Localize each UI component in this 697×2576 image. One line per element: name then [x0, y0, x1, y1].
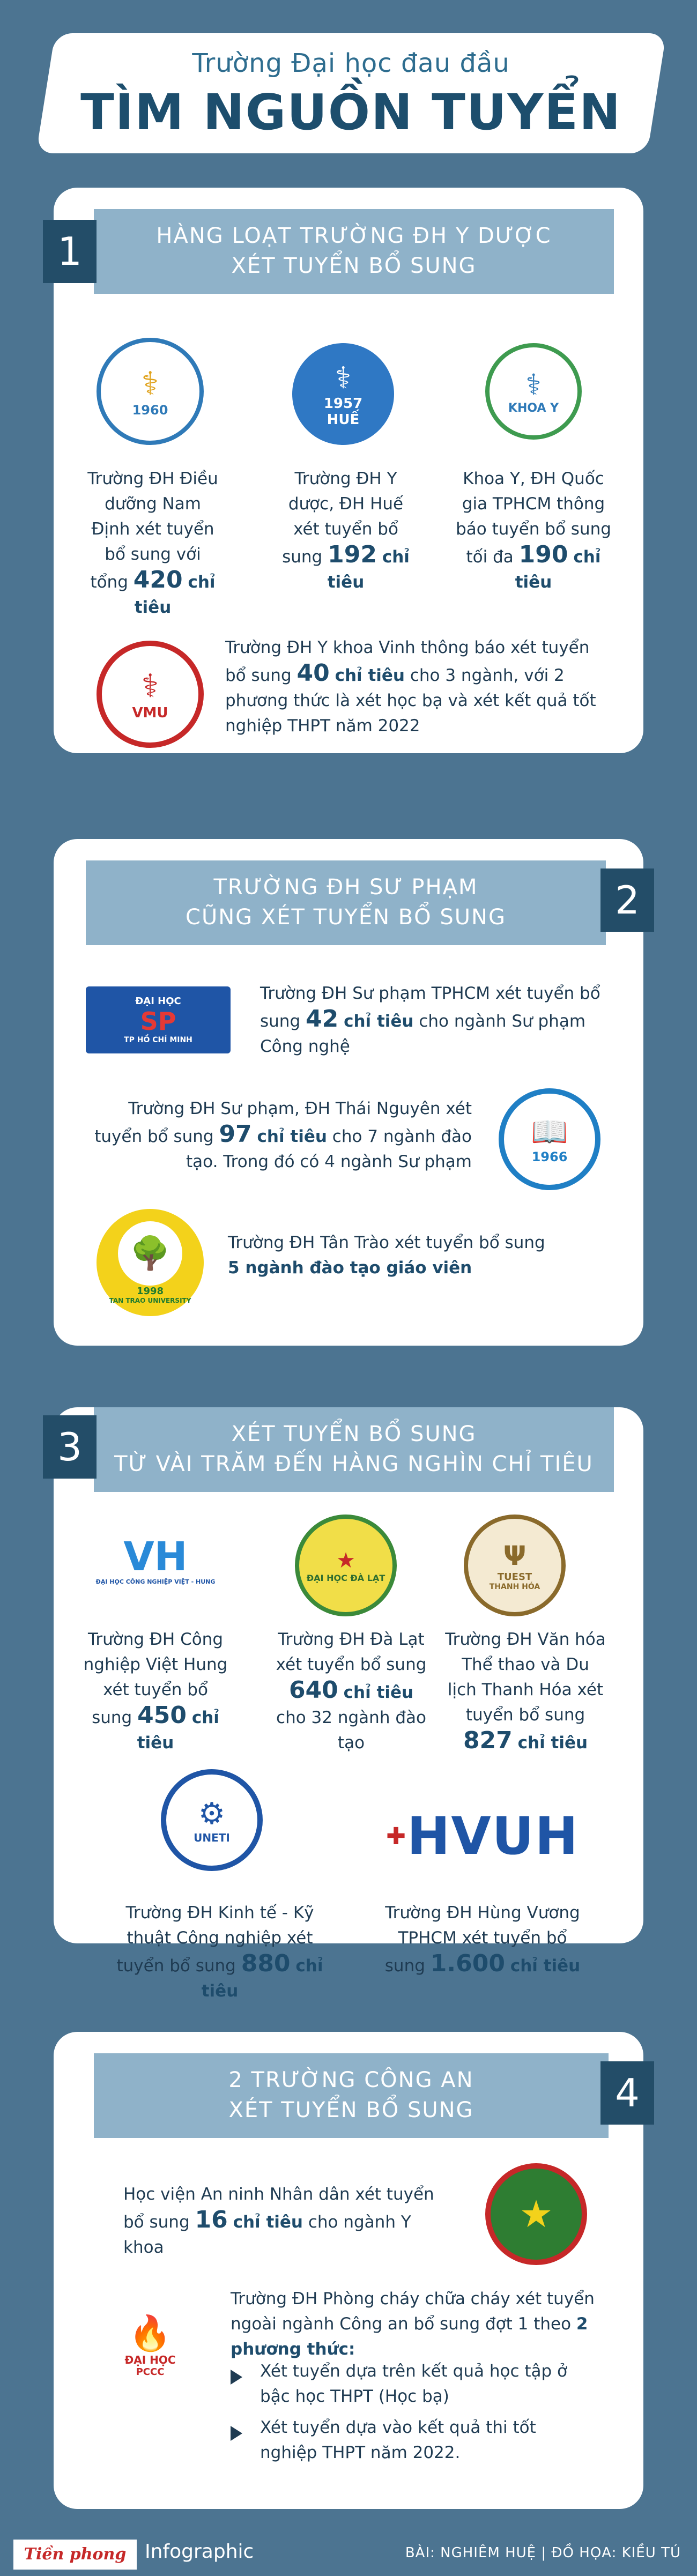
- thanh-hoa-logo: Ψ TUEST THANH HÓA: [464, 1515, 566, 1616]
- item-text: Trường ĐH Phòng cháy chữa cháy xét tuyển ngoài ngành Công an bổ sung đợt 1 theo: [231, 2289, 595, 2334]
- item-text: Trường ĐH Sư phạm, ĐH Thái Nguyên xét tuyển bổ sung: [94, 1099, 472, 1146]
- an-ninh-logo: [485, 2163, 587, 2265]
- item-unit: chỉ tiêu: [327, 547, 410, 592]
- sp-hcm-logo: [86, 986, 231, 1053]
- item-count: 827: [463, 1727, 513, 1754]
- item-count: 420: [133, 566, 183, 593]
- item-count: 192: [328, 541, 377, 568]
- item-count: 16: [195, 2206, 228, 2233]
- footer: [0, 2528, 697, 2576]
- section-1-banner: [94, 209, 614, 294]
- banner-line: TRƯỜNG ĐH SƯ PHẠM: [213, 875, 478, 900]
- section-number-1: 1: [43, 220, 97, 283]
- item-colon: :: [349, 2340, 355, 2359]
- footer-type: Infographic: [145, 2541, 254, 2563]
- item-unit: chỉ tiêu: [515, 547, 601, 592]
- item-count: 190: [518, 541, 568, 568]
- item-text: Khoa Y, ĐH Quốc gia TPHCM thông báo tuyển bổ sung tối đa: [456, 469, 611, 567]
- item-text-after: cho ngành Y khoa: [123, 2213, 411, 2257]
- item-unit: chỉ tiêu: [335, 666, 405, 685]
- item-text: Trường ĐH Hùng Vương TPHCM xét tuyển bổ sung: [384, 1903, 580, 1976]
- an-ninh-text: [123, 2182, 456, 2260]
- footer-credits: BÀI: NGHIÊM HUỆ | ĐỒ HỌA: KIỀU TÚ: [405, 2545, 681, 2561]
- uneti-text: [102, 1901, 338, 2004]
- banner-line: CŨNG XÉT TUYỂN BỔ SUNG: [186, 905, 506, 930]
- section-number-4: 4: [600, 2061, 654, 2125]
- banner-line: XÉT TUYỂN BỔ SUNG: [231, 254, 477, 278]
- logo-year: 1957: [323, 395, 363, 412]
- item-text: Trường ĐH Tân Trào xét tuyển bổ sung: [228, 1233, 545, 1252]
- logo-year: 1960: [132, 403, 168, 418]
- thanh-hoa-text: [445, 1627, 606, 1756]
- banner-line: HÀNG LOẠT TRƯỜNG ĐH Y DƯỢC: [156, 224, 552, 248]
- pccc-text: [231, 2287, 606, 2362]
- item-text: Trường ĐH Điều dưỡng Nam Định xét tuyển bổ sung với tổng: [87, 469, 218, 592]
- pccc-bullet-1: Xét tuyển dựa trên kết quả học tập ở bậc học THPT (Học bạ): [260, 2362, 567, 2406]
- hvuh-text: [381, 1901, 584, 1979]
- logo-mark: HVUH: [406, 1806, 579, 1866]
- tan-trao-logo: 🌳 1998 TAN TRAO UNIVERSITY: [97, 1209, 204, 1316]
- item-text: Trường ĐH Công nghiệp Việt Hung xét tuyển bổ sung: [83, 1630, 228, 1727]
- hue-medicine-logo: ⚕ 1957 HUẾ: [292, 343, 394, 445]
- hvuh-logo: ✚ HVUH: [383, 1807, 582, 1866]
- da-lat-text: [273, 1627, 429, 1756]
- item-unit: chỉ tiêu: [343, 1683, 414, 1702]
- logo-label: ĐẠI HỌC: [124, 2354, 176, 2366]
- banner-line: XÉT TUYỂN BỔ SUNG: [231, 1422, 477, 1446]
- logo-mark: UNETI: [194, 1831, 230, 1844]
- item-unit: chỉ tiêu: [201, 1956, 323, 2001]
- khoa-y-logo: ⚕ KHOA Y: [485, 343, 582, 440]
- thai-nguyen-text: [86, 1096, 472, 1175]
- item-highlight: 2 phương thức: [231, 2314, 588, 2359]
- logo-year: 1966: [531, 1149, 568, 1164]
- item-count: 97: [219, 1120, 252, 1148]
- tan-trao-text: [228, 1230, 603, 1281]
- item-text: Học viện An ninh Nhân dân xét tuyển bổ sung: [123, 2185, 434, 2232]
- star-icon: ★: [519, 2192, 553, 2236]
- vinh-text: [225, 635, 600, 739]
- logo-label: TAN TRAO UNIVERSITY: [109, 1296, 191, 1304]
- nam-dinh-text: [86, 466, 220, 620]
- section-number-3: 3: [43, 1415, 97, 1479]
- hue-text: [279, 466, 413, 595]
- item-text: Trường ĐH Y khoa Vinh thông báo xét tuyển bổ sung: [225, 638, 590, 685]
- logo-label: ĐẠI HỌC CÔNG NGHIỆP VIỆT - HUNG: [95, 1578, 216, 1585]
- pccc-bullet-2: Xét tuyển dựa vào kết quả thi tốt nghiệp THPT năm 2022.: [260, 2418, 536, 2462]
- item-unit: chỉ tiêu: [233, 2213, 303, 2232]
- section-4-banner: [94, 2053, 609, 2138]
- bullet-icon: [231, 2426, 242, 2441]
- khoa-y-text: [448, 466, 619, 595]
- item-text: Trường ĐH Sư phạm TPHCM xét tuyển bổ sung: [260, 984, 600, 1031]
- logo-top: ĐẠI HỌC: [135, 996, 181, 1007]
- section-number-2: 2: [600, 868, 654, 932]
- logo-city: HUẾ: [327, 411, 360, 428]
- logo-label: ĐẠI HỌC ĐÀ LẠT: [306, 1572, 385, 1583]
- logo-year: 1998: [136, 1285, 164, 1297]
- logo-label: THANH HÓA: [489, 1582, 540, 1591]
- thai-nguyen-logo: 📖 1966: [499, 1088, 600, 1190]
- item-count: 40: [296, 659, 330, 687]
- item-unit: chỉ tiêu: [257, 1127, 327, 1146]
- flame-icon: 🔥: [129, 2314, 172, 2354]
- section-3-banner: [94, 1407, 614, 1492]
- page-header: [36, 33, 666, 153]
- item-highlight: 5 ngành đào tạo giáo viên: [228, 1258, 472, 1278]
- item-text-after: cho 7 ngành đào tạo. Trong đó có 4 ngành Sư phạm: [186, 1127, 472, 1171]
- item-unit: chỉ tiêu: [137, 1708, 219, 1753]
- item-count: 640: [288, 1676, 338, 1704]
- uneti-logo: ⚙ UNETI: [161, 1769, 263, 1871]
- item-count: 880: [241, 1950, 291, 1977]
- item-text: Trường ĐH Đà Lạt xét tuyển bổ sung: [276, 1630, 427, 1674]
- logo-bot: TP HỒ CHÍ MINH: [124, 1036, 192, 1044]
- page-title: TÌM NGUỒN TUYỂN: [80, 84, 622, 141]
- logo-mark: TUEST: [497, 1571, 532, 1583]
- da-lat-logo: ★ ĐẠI HỌC ĐÀ LẠT: [295, 1515, 397, 1616]
- nam-dinh-logo: ⚕ 1960: [97, 338, 204, 445]
- logo-label: KHOA Y: [508, 402, 559, 415]
- vinh-medical-logo: ⚕ VMU: [97, 641, 204, 748]
- bullet-icon: [231, 2370, 242, 2385]
- logo-label: VMU: [132, 705, 168, 721]
- logo-mid: SP: [140, 1007, 176, 1036]
- item-count: 450: [137, 1702, 187, 1729]
- viet-hung-text: [80, 1627, 231, 1756]
- item-count: 1.600: [430, 1950, 505, 1977]
- item-unit: chỉ tiêu: [134, 573, 216, 617]
- viet-hung-logo: [91, 1531, 220, 1590]
- item-text-after: cho 32 ngành đào tạo: [276, 1708, 426, 1753]
- pccc-logo: [105, 2292, 196, 2399]
- item-unit: chỉ tiêu: [517, 1733, 588, 1753]
- banner-line: TỪ VÀI TRĂM ĐẾN HÀNG NGHÌN CHỈ TIÊU: [114, 1452, 594, 1476]
- item-unit: chỉ tiêu: [344, 1012, 414, 1031]
- item-text: Trường ĐH Kinh tế - Kỹ thuật Công nghiệp xét tuyển bổ sung: [116, 1903, 314, 1976]
- brand-logo: Tiền phong: [13, 2540, 137, 2570]
- item-text-after: cho ngành Sư phạm Công nghệ: [260, 1012, 586, 1056]
- page-subtitle: Trường Đại học đau đầu: [192, 48, 510, 78]
- section-2-banner: [86, 860, 606, 945]
- sp-hcm-text: [260, 981, 603, 1059]
- logo-sub: PCCC: [136, 2366, 165, 2378]
- banner-line: XÉT TUYỂN BỔ SUNG: [228, 2098, 474, 2122]
- item-text-after: cho 3 ngành, với 2 phương thức là xét học bạ và xét kết quả tốt nghiệp THPT năm 2022: [225, 666, 596, 736]
- item-text: Trường ĐH Văn hóa Thể thao và Du lịch Thanh Hóa xét tuyển bổ sung: [445, 1630, 606, 1725]
- item-text: Trường ĐH Y dược, ĐH Huế xét tuyển bổ sung: [282, 469, 404, 567]
- item-unit: chỉ tiêu: [510, 1956, 581, 1976]
- logo-mark: VH: [123, 1533, 188, 1580]
- item-count: 42: [305, 1005, 339, 1033]
- banner-line: 2 TRƯỜNG CÔNG AN: [228, 2068, 474, 2092]
